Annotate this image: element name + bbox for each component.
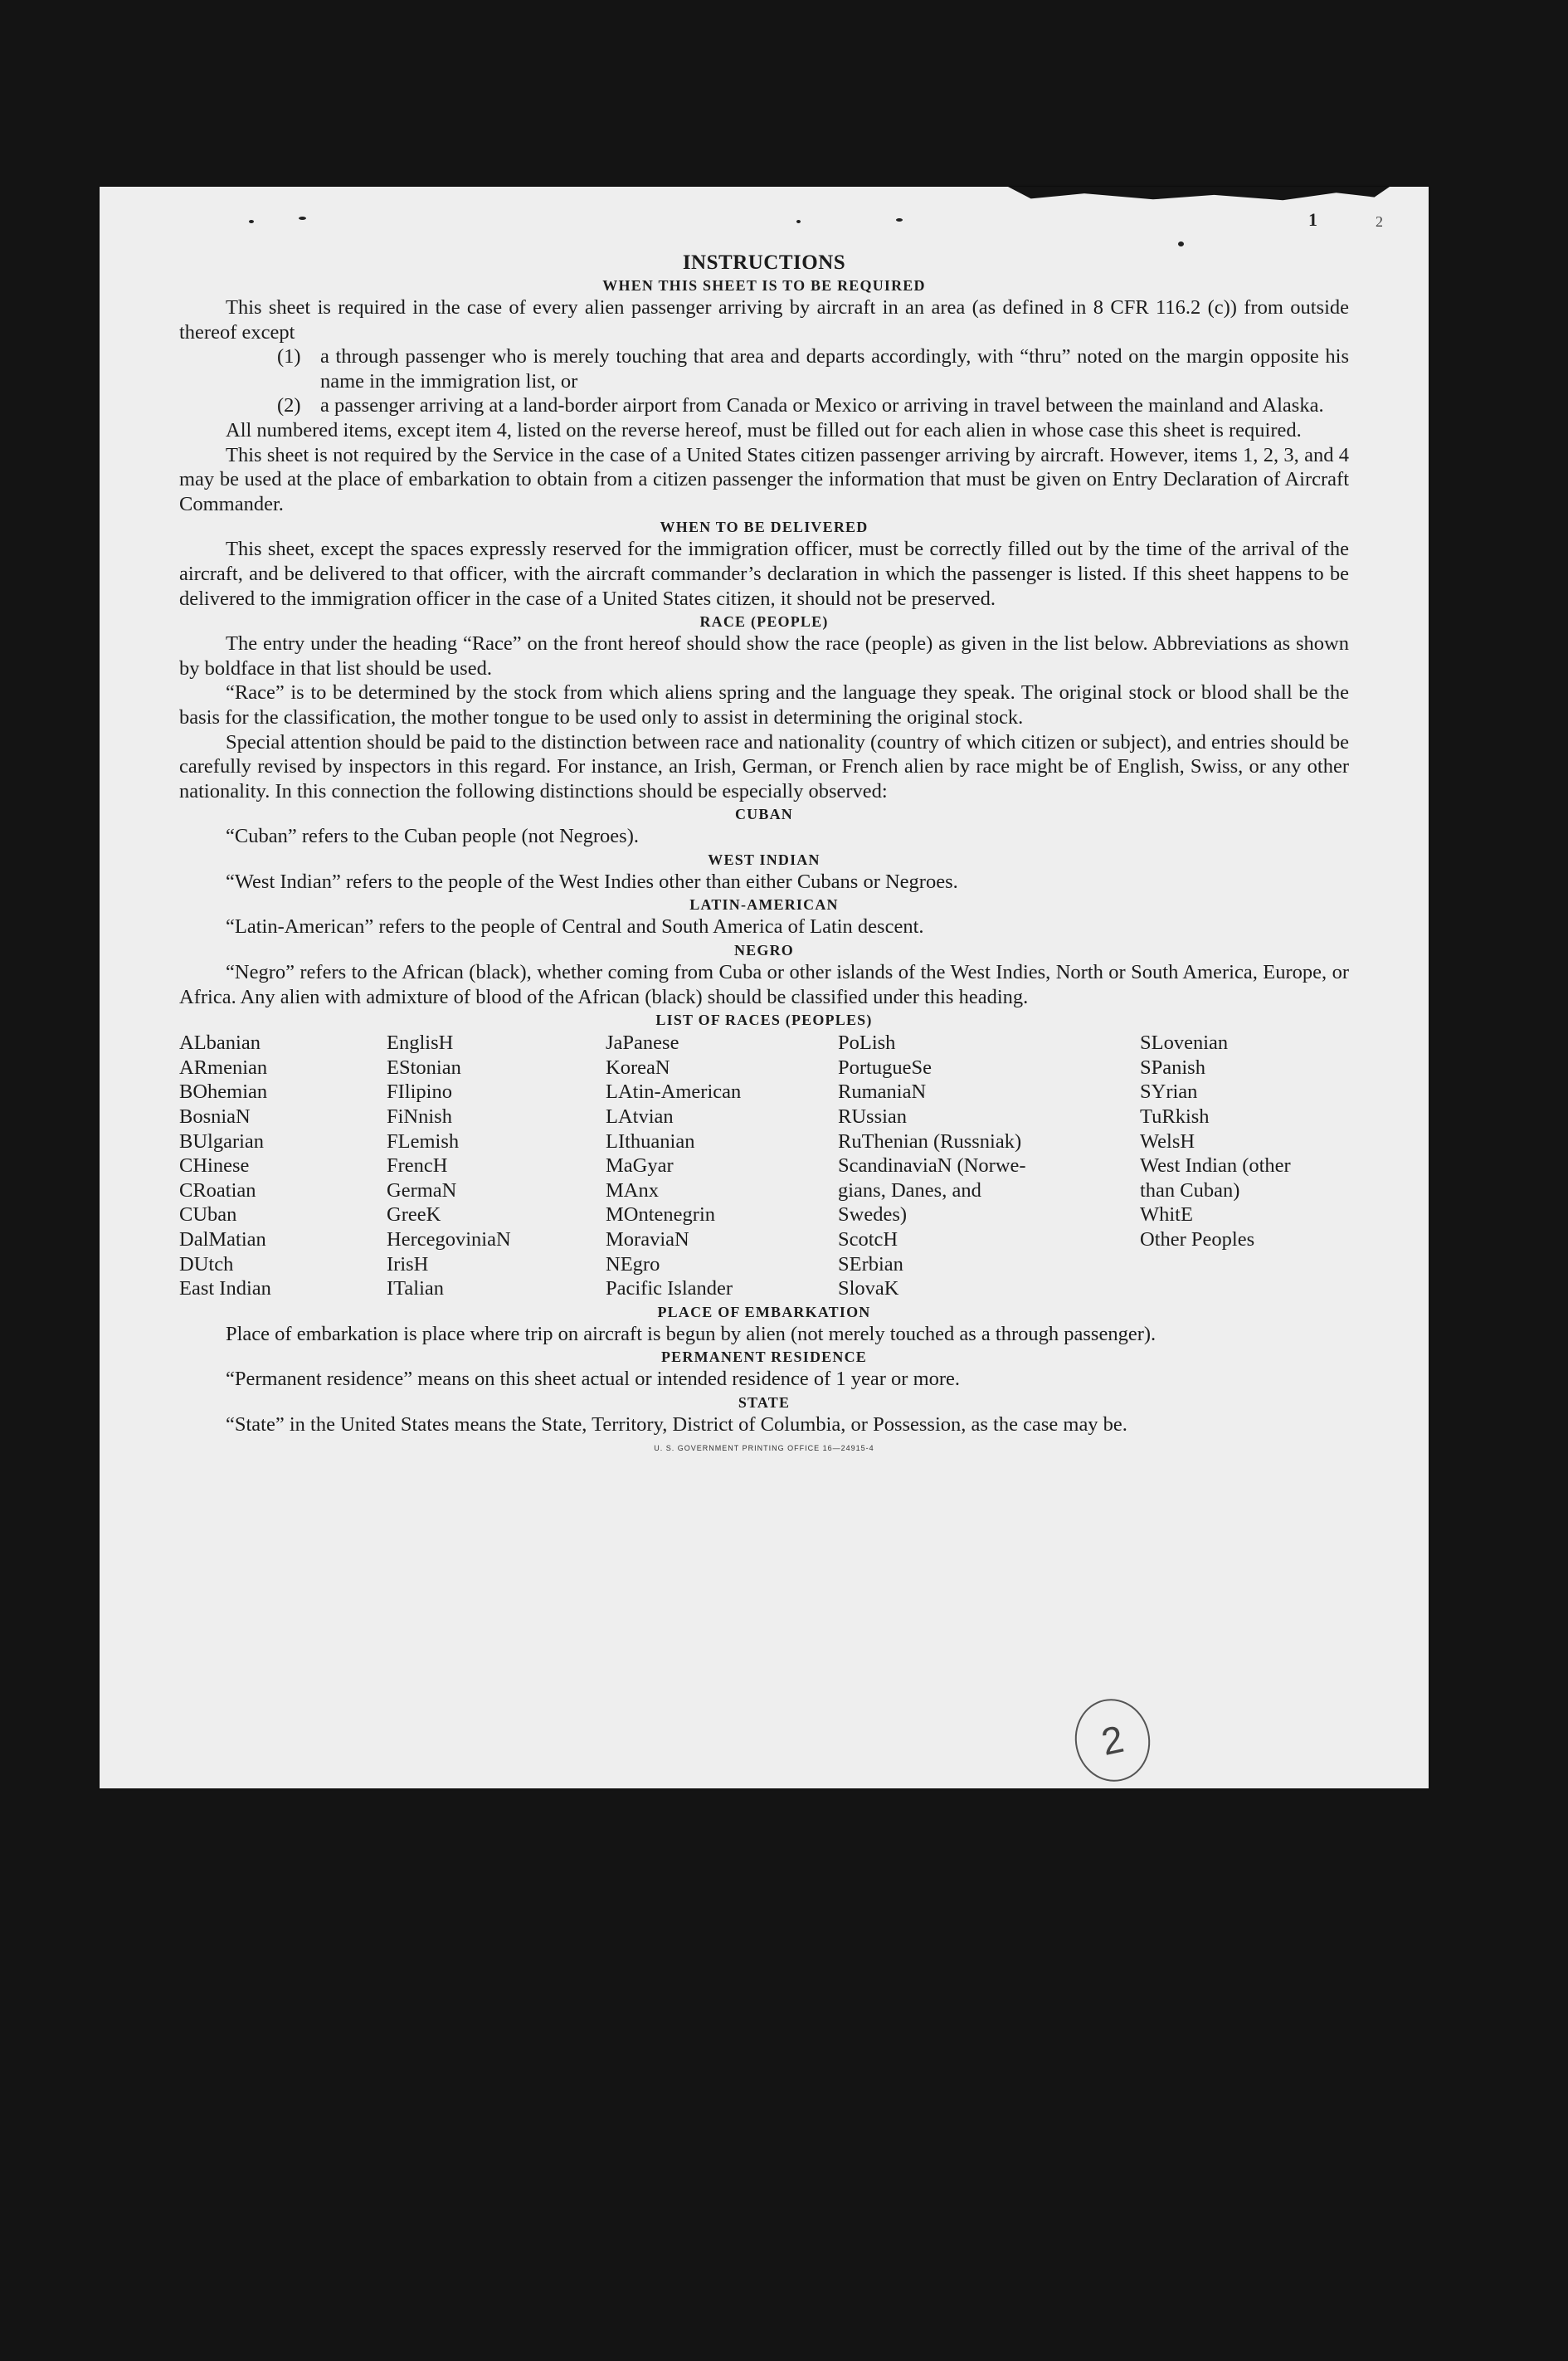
race-entry: Pacific Islander [606, 1277, 733, 1300]
when-delivered-text: This sheet, except the spaces expressly reserved for the immigration officer, must be correctly filled out by the time of the arrival of the aircraft, and be delivered to that officer, with the aircraft commander’s declaration in which the passenger is listed. If this sheet happens to be delivered to the immigration officer in the case of a United States citizen, it should not be preserved. [179, 538, 1349, 610]
race-entry: WhitE [1140, 1203, 1193, 1227]
race-entry: WelsH [1140, 1129, 1195, 1153]
speck [249, 220, 254, 223]
race-entry: MaGyar [606, 1154, 674, 1178]
race-entry: LIthuanian [606, 1129, 695, 1153]
item-number: (2) [277, 394, 301, 417]
race-entry: ScandinaviaN (Norwe- gians, Danes, and Swedes) [838, 1154, 1026, 1227]
races-column-4 [838, 1031, 1140, 1301]
heading-list-of-races: LIST OF RACES (PEOPLES) [655, 1012, 873, 1029]
exception-item-1 [277, 344, 1349, 393]
handwritten-page-number: 2 [1068, 1692, 1158, 1789]
race-entry: MOntenegrin [606, 1203, 715, 1227]
race-entry: CRoatian [179, 1178, 256, 1202]
race-entry: FIlipino [387, 1080, 452, 1104]
race-entry: SPanish [1140, 1056, 1205, 1079]
document-page [100, 187, 1429, 1788]
item-text: a through passenger who is merely touching that area and departs accordingly, with “thru” noted on the margin opposite his name in the immigration list, or [320, 345, 1349, 393]
race-entry: ARmenian [179, 1056, 268, 1079]
race-entry: BosniaN [179, 1105, 251, 1129]
race-entry: LAtin-American [606, 1080, 742, 1104]
race-entry: IrisH [387, 1252, 429, 1276]
race-entry: BOhemian [179, 1080, 268, 1104]
race-entry: CUban [179, 1203, 237, 1227]
race-entry: GermaN [387, 1178, 457, 1202]
race-para-3: Special attention should be paid to the distinction between race and nationality (country of which citizen or subject), and entries should be carefully revised by inspectors in this regard. For instance, an Irish, German, or French alien by race might be of English, Swiss, or any other nationality. In this connection the following distinctions should be especially observed: [179, 730, 1349, 802]
race-entry: SLovenian [1140, 1032, 1229, 1055]
heading-residence: PERMANENT RESIDENCE [660, 1349, 867, 1366]
exception-item-2 [277, 393, 1349, 418]
race-entry: FrencH [387, 1154, 448, 1178]
race-entry: PoLish [838, 1032, 896, 1055]
heading-race: RACE (PEOPLE) [699, 613, 829, 631]
race-entry: SlovaK [838, 1277, 899, 1300]
race-entry: SYrian [1140, 1080, 1198, 1104]
race-entry: FLemish [387, 1129, 460, 1153]
torn-edge [1008, 187, 1390, 202]
heading-when-required: WHEN THIS SHEET IS TO BE REQUIRED [602, 277, 926, 294]
race-entry: EnglisH [387, 1032, 454, 1055]
race-entry: BUlgarian [179, 1129, 265, 1153]
page-content [179, 251, 1349, 1452]
heading-when-delivered: WHEN TO BE DELIVERED [660, 519, 869, 536]
negro-text: “Negro” refers to the African (black), whether coming from Cuba or other islands of the West Indies, North or South America, Europe, or Africa. Any alien with admixture of blood of the African (black) should be classified under this heading. [179, 961, 1349, 1008]
cuban-text: “Cuban” refers to the Cuban people (not Negroes). [226, 825, 639, 848]
race-entry: ScotcH [838, 1228, 898, 1251]
printing-office-footer: U. S. GOVERNMENT PRINTING OFFICE 16—24915-4 [654, 1443, 874, 1452]
race-entry: TuRkish [1140, 1105, 1210, 1129]
race-entry: RUssian [838, 1105, 908, 1129]
when-required-intro: This sheet is required in the case of every alien passenger arriving by aircraft in an area (as defined in 8 CFR 116.2 (c)) from outside thereof except [179, 296, 1349, 344]
race-entry: ITalian [387, 1277, 445, 1300]
race-entry: RumaniaN [838, 1080, 927, 1104]
west-indian-text: “West Indian” refers to the people of the West Indies other than either Cubans or Negroes. [226, 870, 958, 893]
item-text: a passenger arriving at a land-border airport from Canada or Mexico or arriving in travel between the mainland and Alaska. [320, 394, 1324, 417]
when-required-para-2: All numbered items, except item 4, listed on the reverse hereof, must be filled out for each alien in whose case this sheet is required. [226, 418, 1302, 441]
page-title: INSTRUCTIONS [682, 251, 846, 274]
when-required-para-3: This sheet is not required by the Service in the case of a United States citizen passenger arriving by aircraft. However, items 1, 2, 3, and 4 may be used at the place of embarkation to obtain from a citizen passenger the information that must be given on Entry Declaration of Aircraft Commander. [179, 443, 1349, 515]
race-entry: MoraviaN [606, 1228, 689, 1251]
heading-negro: NEGRO [733, 942, 794, 959]
state-text: “State” in the United States means the State, Territory, District of Columbia, or Possession, as the case may be. [226, 1412, 1127, 1436]
race-entry: East Indian [179, 1277, 271, 1300]
races-column-1 [179, 1031, 387, 1301]
race-entry: NEgro [606, 1252, 660, 1276]
race-entry: KoreaN [606, 1056, 670, 1079]
residence-text: “Permanent residence” means on this sheet actual or intended residence of 1 year or more. [226, 1368, 961, 1391]
races-column-5 [1140, 1031, 1349, 1301]
corner-number-left: 1 [1308, 209, 1317, 230]
speck [896, 218, 903, 222]
race-para-2: “Race” is to be determined by the stock from which aliens spring and the language they speak. The original stock or blood shall be the basis for the classification, the mother tongue to be used only to assist in determining the original stock. [179, 681, 1349, 729]
race-entry: LAtvian [606, 1105, 674, 1129]
item-number: (1) [277, 345, 301, 368]
races-column-3 [606, 1031, 838, 1301]
race-entry: RuThenian (Russniak) [838, 1129, 1022, 1153]
race-para-1: The entry under the heading “Race” on the front hereof should show the race (people) as given in the list below. Abbreviations as shown by boldface in that list should be used. [179, 632, 1349, 680]
race-entry: MAnx [606, 1178, 659, 1202]
races-column-2 [387, 1031, 606, 1301]
heading-west-indian: WEST INDIAN [708, 851, 821, 868]
heading-latin-american: LATIN-AMERICAN [689, 896, 839, 914]
race-entry: FiNnish [387, 1105, 452, 1129]
race-entry: DalMatian [179, 1228, 266, 1251]
race-entry: ALbanian [179, 1032, 261, 1055]
race-entry: HercegoviniaN [387, 1228, 511, 1251]
latin-american-text: “Latin-American” refers to the people of Central and South America of Latin descent. [226, 915, 924, 939]
race-entry: CHinese [179, 1154, 250, 1178]
heading-cuban: CUBAN [734, 806, 793, 823]
race-entry: Other Peoples [1140, 1228, 1255, 1251]
speck [1178, 241, 1184, 246]
heading-state: STATE [738, 1393, 791, 1411]
race-entry: DUtch [179, 1252, 234, 1276]
speck [796, 220, 801, 223]
races-list [179, 1031, 1349, 1301]
race-entry: SErbian [838, 1252, 903, 1276]
race-entry: PortugueSe [838, 1056, 932, 1079]
heading-embarkation: PLACE OF EMBARKATION [657, 1303, 871, 1320]
speck [299, 217, 306, 220]
corner-number-right: 2 [1376, 213, 1383, 230]
race-entry: JaPanese [606, 1032, 679, 1055]
race-entry: GreeK [387, 1203, 441, 1227]
race-entry: EStonian [387, 1056, 461, 1079]
race-entry: West Indian (other than Cuban) [1140, 1154, 1291, 1202]
embarkation-text: Place of embarkation is place where trip on aircraft is begun by alien (not merely touched as a through passenger). [226, 1322, 1157, 1345]
